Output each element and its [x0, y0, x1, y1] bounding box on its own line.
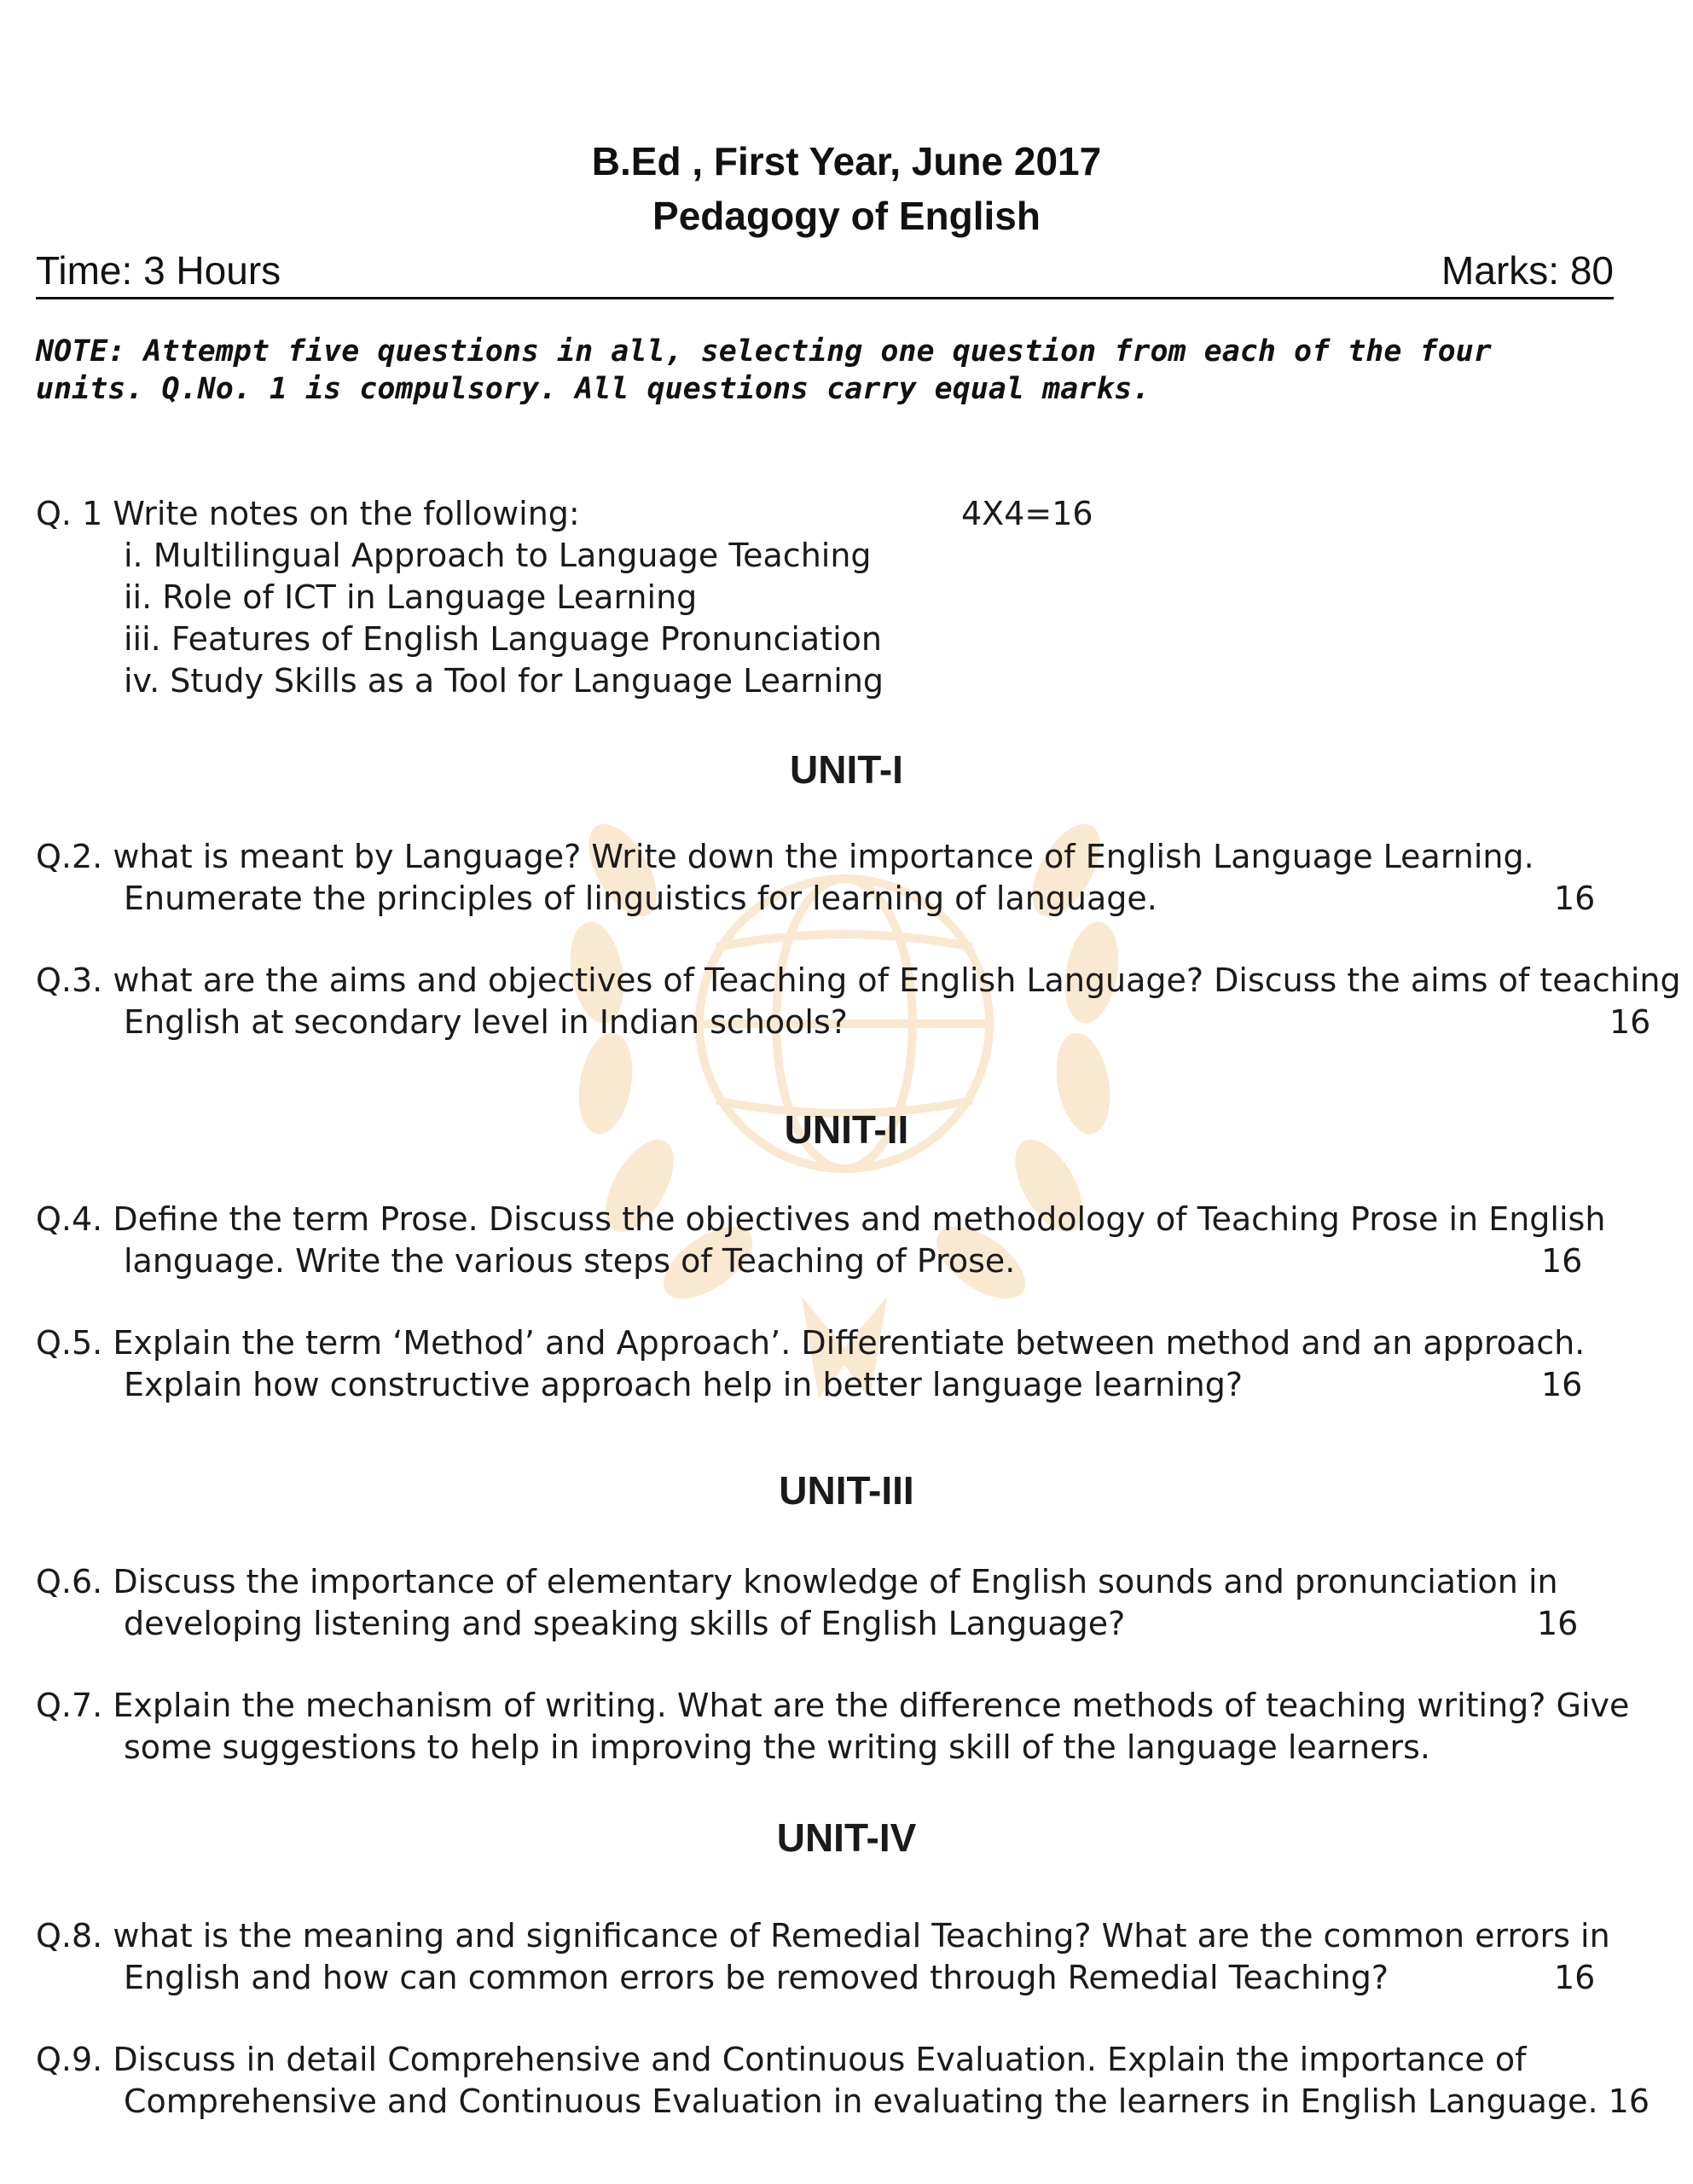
- question-4: [36, 1199, 1656, 1282]
- question-1-item: ii. Role of ICT in Language Learning: [124, 578, 698, 616]
- question-1: [36, 493, 1614, 702]
- question-1-item: iii. Features of English Language Pronunciation: [124, 620, 882, 658]
- question-text: language. Write the various steps of Teaching of Prose.: [124, 1242, 1016, 1280]
- question-1-marks: 4X4=16: [961, 495, 1093, 532]
- question-9: [36, 2039, 1656, 2123]
- question-7: [36, 1685, 1656, 1769]
- total-marks: Marks: 80: [1441, 248, 1614, 293]
- question-marks: 16: [1609, 1003, 1651, 1041]
- question-marks: 16: [1541, 1366, 1583, 1403]
- question-8: [36, 1915, 1656, 1999]
- unit-heading: UNIT-IV: [776, 1815, 917, 1860]
- question-text: Q.3. what are the aims and objectives of Teaching of English Language? Discuss the aims of teaching: [36, 961, 1681, 999]
- question-1-text: Q. 1 Write notes on the following:: [36, 495, 580, 532]
- unit-heading: UNIT-II: [784, 1107, 909, 1152]
- question-text: Q.2. what is meant by Language? Write down the importance of English Language Learning.: [36, 838, 1534, 875]
- question-marks: 16: [1608, 2082, 1650, 2120]
- question-text: Q.7. Explain the mechanism of writing. What are the difference methods of teaching writing? Give: [36, 1687, 1630, 1724]
- question-marks: 16: [1554, 1959, 1596, 1996]
- question-text: Q.6. Discuss the importance of elementary knowledge of English sounds and pronunciation in: [36, 1563, 1558, 1600]
- question-text: Explain how constructive approach help in better language learning?: [124, 1366, 1244, 1403]
- question-text: Q.8. what is the meaning and significance of Remedial Teaching? What are the common errors in: [36, 1917, 1610, 1955]
- question-2: [36, 836, 1656, 920]
- paper-title: B.Ed , First Year, June 2017: [591, 139, 1102, 183]
- question-text: Q.9. Discuss in detail Comprehensive and Continuous Evaluation. Explain the importance of: [36, 2041, 1527, 2078]
- question-marks: 16: [1554, 880, 1596, 917]
- question-6: [36, 1561, 1656, 1645]
- question-1-item: iv. Study Skills as a Tool for Language Learning: [124, 662, 884, 700]
- question-text: Enumerate the principles of linguistics for learning of language.: [124, 880, 1157, 917]
- unit-heading: UNIT-III: [779, 1468, 914, 1513]
- question-5: [36, 1322, 1656, 1406]
- question-text: Q.5. Explain the term ‘Method’ and Approach’. Differentiate between method and an approach.: [36, 1324, 1586, 1362]
- question-marks: 16: [1537, 1605, 1579, 1642]
- instructions-note: NOTE: Attempt five questions in all, selecting one question from each of the four units. Q.No. 1 is compulsory. All questions carry equal marks.: [36, 334, 1492, 406]
- question-text: Q.4. Define the term Prose. Discuss the objectives and methodology of Teaching Prose in English: [36, 1200, 1606, 1238]
- time-marks-row: [36, 247, 1614, 299]
- question-text: Comprehensive and Continuous Evaluation in evaluating the learners in English Language.: [124, 2082, 1598, 2120]
- question-1-item: i. Multilingual Approach to Language Teaching: [124, 537, 872, 574]
- question-text: English and how can common errors be removed through Remedial Teaching?: [124, 1959, 1389, 1996]
- question-text: developing listening and speaking skills of English Language?: [124, 1605, 1126, 1642]
- question-text: English at secondary level in Indian schools?: [124, 1003, 848, 1041]
- paper-subject: Pedagogy of English: [652, 194, 1041, 238]
- question-marks: 16: [1541, 1242, 1583, 1280]
- time-allowed: Time: 3 Hours: [36, 248, 281, 293]
- question-3: [36, 960, 1681, 1043]
- question-text: some suggestions to help in improving the writing skill of the language learners.: [124, 1728, 1431, 1766]
- unit-heading: UNIT-I: [790, 747, 903, 792]
